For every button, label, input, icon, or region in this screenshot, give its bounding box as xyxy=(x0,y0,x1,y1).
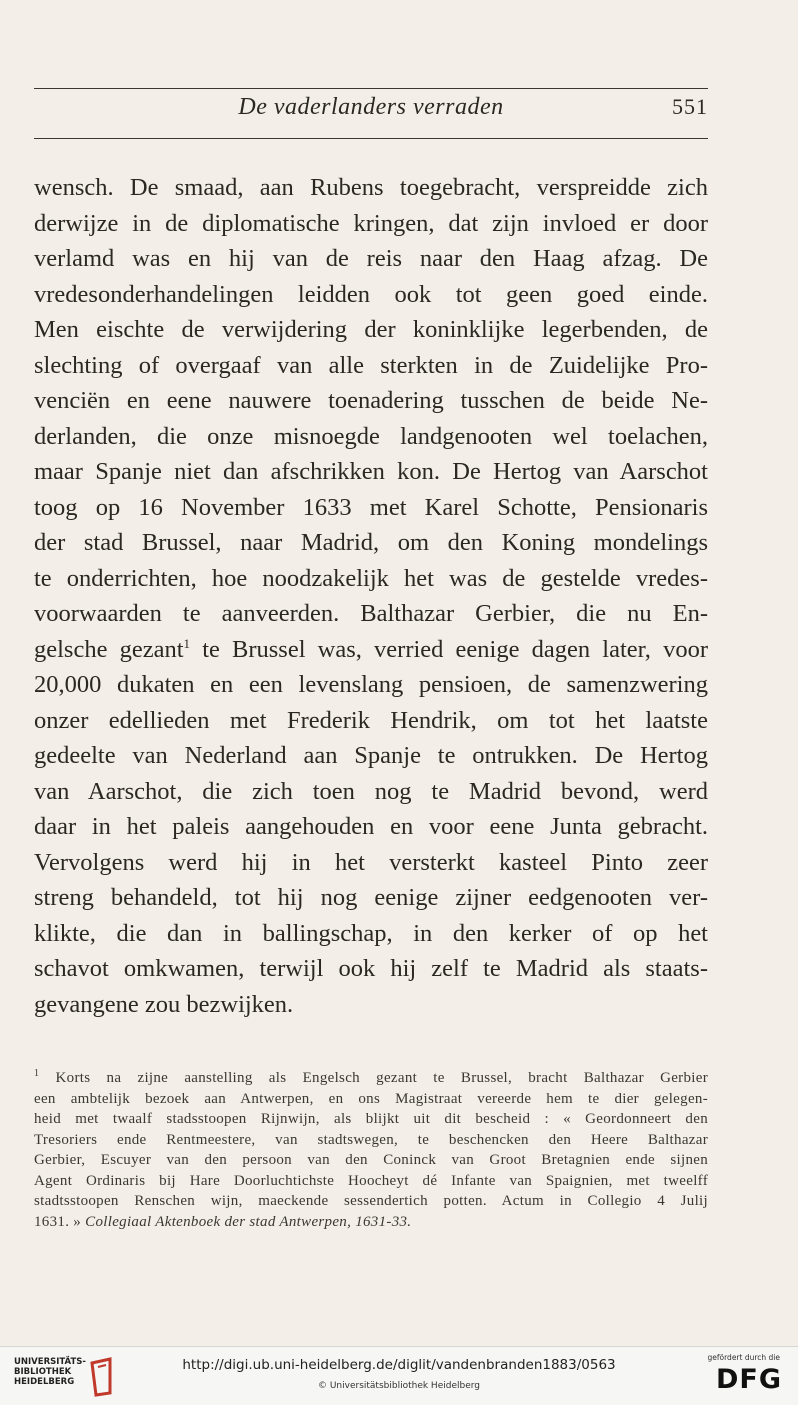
text-line: verlamd was en hij van de reis naar den Haag afzag. De xyxy=(34,245,708,272)
body-text xyxy=(34,170,708,1022)
text-line: wensch. De smaad, aan Rubens toegebracht, verspreidde zich xyxy=(34,174,708,201)
running-header xyxy=(34,94,708,130)
permalink-url[interactable]: http://digi.ub.uni-heidelberg.de/diglit/vandenbranden1883/0563 xyxy=(182,1357,616,1373)
text-line: slechting of overgaaf van alle sterkten in de Zuidelijke Pro- xyxy=(34,351,708,379)
library-name-line: UNIVERSITÄTS- xyxy=(14,1357,86,1367)
text-line: klikte, die dan in ballingschap, in den kerker of op het xyxy=(34,919,708,947)
text-line: onzer edellieden met Frederik Hendrik, om tot het laatste xyxy=(34,706,708,734)
text-line: streng behandeld, tot hij nog eenige zijner eedgenooten ver- xyxy=(34,884,708,911)
funder-caption: gefördert durch die xyxy=(707,1353,780,1362)
footnote-reference[interactable]: 1 xyxy=(183,635,191,651)
copyright-notice: © Universitätsbibliothek Heidelberg xyxy=(317,1381,480,1391)
text-line: Men eischte de verwijdering der koninklijke legerbenden, de xyxy=(34,316,708,343)
text-line: te onderrichten, hoe noodzakelijk het was de gestelde vredes- xyxy=(34,564,708,592)
text-line: 20,000 dukaten en een levenslang pensioen, de samenzwering xyxy=(34,671,708,698)
header-top-rule xyxy=(34,88,708,89)
running-title: De vaderlanders verraden xyxy=(238,94,504,120)
text-line: gevangene zou bezwijken. xyxy=(34,990,294,1018)
text-line: schavot omkwamen, terwijl ook hij zelf te Madrid als staats- xyxy=(34,955,708,982)
text-segment: te Brussel was, verried eenige dagen later, voor xyxy=(190,635,708,663)
library-name-line: BIBLIOTHEK xyxy=(14,1367,72,1377)
text-line: Vervolgens werd hij in het versterkt kasteel Pinto zeer xyxy=(34,848,708,876)
footnote-text: Korts na zijne aanstelling als Engelsch gezant te Brussel, bracht Balthazar Gerbier xyxy=(39,1070,708,1086)
text-line: derlanden, die onze misnoegde landgenooten wel toelachen, xyxy=(34,422,708,450)
text-segment: gelsche gezant xyxy=(34,635,184,663)
footnote-text: 1631. » xyxy=(34,1213,86,1230)
text-line: daar in het paleis aangehouden en voor eene Junta gebracht. xyxy=(34,813,708,840)
footnote-line: heid met twaalf stadsstoopen Rijnwijn, als blijkt uit dit bescheid : « Geordonneert den xyxy=(34,1111,708,1127)
footnote-line xyxy=(34,1068,708,1089)
dfg-logo[interactable]: DFG xyxy=(715,1364,782,1395)
text-line: vredesonderhandelingen leidden ook tot geen goed einde. xyxy=(34,280,708,308)
library-name-line: HEIDELBERG xyxy=(14,1377,75,1387)
footnote-line: een ambtelijk bezoek aan Antwerpen, en ons Magistraat vereerde hem te dier gelegen- xyxy=(34,1090,708,1107)
text-line-with-footnote xyxy=(34,632,708,668)
viewer-footer xyxy=(0,1346,798,1405)
text-line: voorwaarden te aanveerden. Balthazar Gerbier, die nu En- xyxy=(34,600,708,627)
page-number: 551 xyxy=(672,94,708,119)
footnote-line: Agent Ordinaris bij Hare Doorluchtichste Hoocheyt dé Infante van Spaignien, met tweelff xyxy=(34,1172,708,1189)
text-line: derwijze in de diplomatische kringen, dat zijn invloed er door xyxy=(34,209,708,237)
header-bottom-rule xyxy=(34,138,708,139)
footnote-line: Gerbier, Escuyer van den persoon van den Coninck van Groot Bretagnien ende sijnen xyxy=(34,1152,708,1168)
text-line: der stad Brussel, naar Madrid, om den Koning mondelings xyxy=(34,529,708,556)
text-line: venciën en eene nauwere toenadering tusschen de beide Ne- xyxy=(34,387,708,414)
footnote-line: Tresoriers ende Rentmeestere, van stadtswegen, te beschencken den Heere Balthazar xyxy=(34,1131,708,1148)
text-line: gedeelte van Nederland aan Spanje te ontrukken. De Hertog xyxy=(34,742,708,769)
text-line: toog op 16 November 1633 met Karel Schotte, Pensionaris xyxy=(34,493,708,521)
text-line: maar Spanje niet dan afschrikken kon. De Hertog van Aarschot xyxy=(34,458,708,485)
footnote xyxy=(34,1068,708,1232)
footnote-line: stadtsstoopen Renschen wijn, maeckende sessendertich potten. Actum in Collegio 4 Julij xyxy=(34,1193,708,1209)
footnote-citation: Collegiaal Aktenboek der stad Antwerpen, 1631-33. xyxy=(85,1213,412,1230)
footnote-line xyxy=(34,1212,708,1233)
footnote-number: 1 xyxy=(34,1068,40,1079)
text-line: van Aarschot, die zich toen nog te Madrid bevond, werd xyxy=(34,777,708,805)
